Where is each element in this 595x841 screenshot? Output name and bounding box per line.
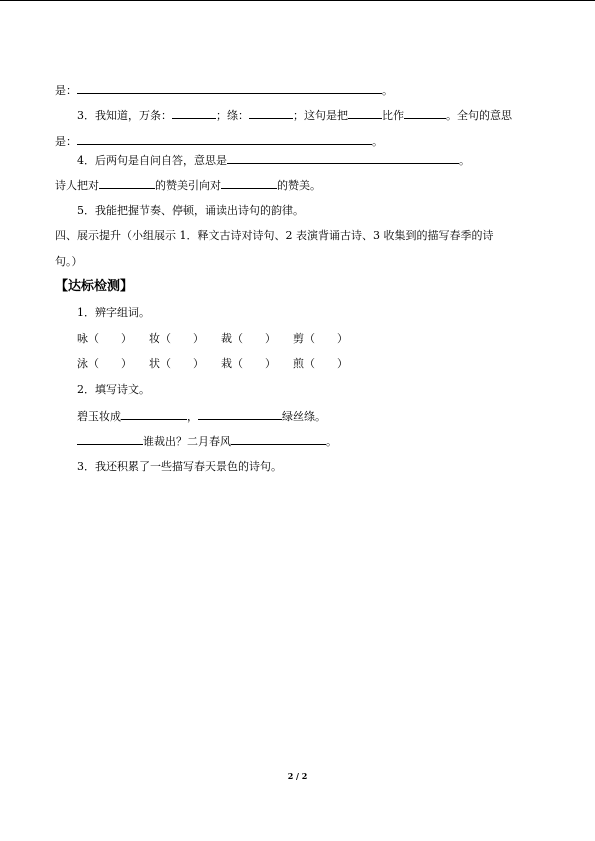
char-item: 剪（ ） bbox=[293, 332, 348, 345]
fill-blank[interactable] bbox=[77, 83, 382, 94]
char-item: 煎（ ） bbox=[293, 357, 348, 370]
answer-line: 是： 。 bbox=[55, 84, 393, 97]
fill-blank[interactable] bbox=[249, 108, 293, 119]
fill-blank[interactable] bbox=[231, 434, 326, 445]
poem-line-2: 谁裁出？二月春风 。 bbox=[77, 434, 337, 449]
section-4-line-2: 句。） bbox=[55, 255, 83, 268]
char-item: 泳（ ） bbox=[77, 357, 132, 370]
fill-blank[interactable] bbox=[348, 108, 382, 119]
fill-blank[interactable] bbox=[172, 108, 216, 119]
question-4-continued: 诗人把对 的赞美引向对 的赞美。 bbox=[55, 179, 321, 192]
test-1-label: 1．辨字组词。 bbox=[77, 306, 150, 319]
question-5: 5．我能把握节奏、停顿，诵读出诗句的韵律。 bbox=[77, 204, 304, 217]
question-4: 4．后两句是自问自答，意思是 。 bbox=[77, 154, 470, 167]
question-3: 3．我知道，万条： ；绦： ；这句是把 比作 。全句的意思 bbox=[77, 109, 512, 122]
char-item: 状（ ） bbox=[149, 357, 204, 370]
char-item: 栽（ ） bbox=[221, 357, 276, 370]
section-heading: 【达标检测】 bbox=[55, 279, 134, 294]
fill-blank[interactable] bbox=[198, 409, 282, 420]
header-rule bbox=[0, 0, 595, 1]
test-2-label: 2．填写诗文。 bbox=[77, 383, 150, 396]
fill-blank[interactable] bbox=[121, 409, 187, 420]
char-item: 咏（ ） bbox=[77, 332, 132, 345]
fill-blank[interactable] bbox=[99, 178, 155, 189]
char-item: 妆（ ） bbox=[149, 332, 204, 345]
poem-line-1: 碧玉妆成 ， 绿丝绦。 bbox=[77, 410, 326, 423]
section-4-line-1: 四、展示提升（小组展示 1．释文古诗对诗句、2 表演背诵古诗、3 收集到的描写春季的诗 bbox=[55, 229, 494, 242]
fill-blank[interactable] bbox=[404, 108, 446, 119]
fill-blank[interactable] bbox=[221, 178, 277, 189]
fill-blank[interactable] bbox=[227, 153, 459, 164]
test-3-label: 3．我还积累了一些描写春天景色的诗句。 bbox=[77, 460, 282, 473]
char-item: 裁（ ） bbox=[221, 332, 276, 345]
fill-blank[interactable] bbox=[77, 434, 143, 445]
char-row-1 bbox=[77, 332, 365, 346]
fill-blank[interactable] bbox=[77, 134, 372, 145]
page-number: 2 / 2 bbox=[287, 771, 308, 781]
char-row-2 bbox=[77, 357, 365, 371]
question-3-continued: 是： 。 bbox=[55, 135, 383, 148]
